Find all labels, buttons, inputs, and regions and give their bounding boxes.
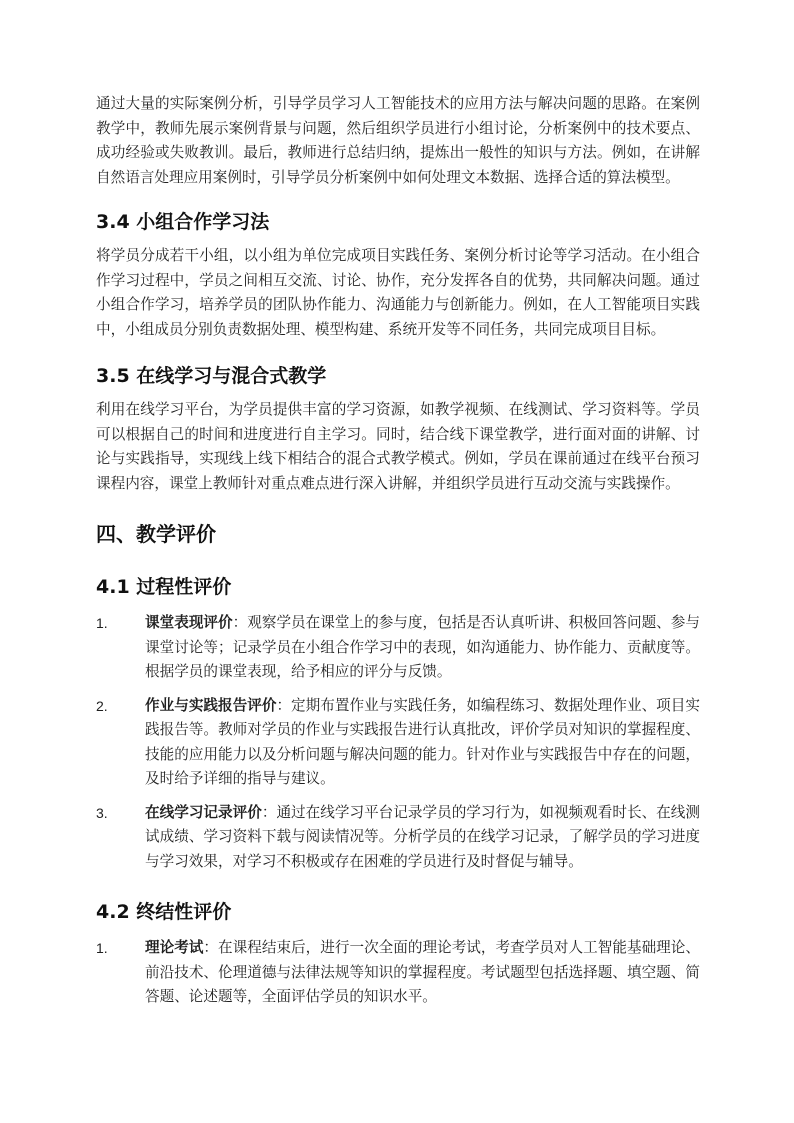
list-item-label: 理论考试 <box>145 939 204 956</box>
heading-3-5: 3.5 在线学习与混合式教学 <box>96 365 327 387</box>
heading-chapter-4: 四、教学评价 <box>96 522 216 546</box>
paragraph-3-4: 将学员分成若干小组，以小组为单位完成项目实践任务、案例分析讨论等学习活动。在小组合作学习过程中，学员之间相互交流、讨论、协作，充分发挥各自的优势，共同解决问题。通过小组合作学习，培养学员的团队协作能力、沟通能力与创新能力。例如，在人工智能项目实践中，小组成员分别负责数据处理、模型构建、系统开发等不同任务，共同完成项目目标。 <box>96 247 700 338</box>
list-item-text: ：在课程结束后，进行一次全面的理论考试，考查学员对人工智能基础理论、前沿技术、伦理道德与法律法规等知识的掌握程度。考试题型包括选择题、填空题、简答题、论述题等，全面评估学员的知识水平。 <box>145 939 700 1005</box>
list-item-text: ：观察学员在课堂上的参与度，包括是否认真听讲、积极回答问题、参与课堂讨论等；记录学员在小组合作学习中的表现，如沟通能力、协作能力、贡献度等。根据学员的课堂表现，给予相应的评分与反馈。 <box>145 614 700 680</box>
list-item-text: ：通过在线学习平台记录学员的学习行为，如视频观看时长、在线测试成绩、学习资料下载与阅读情况等。分析学员的在线学习记录，了解学员的学习进度与学习效果，对学习不积极或存在困难的学员进行及时督促与辅导。 <box>145 803 700 870</box>
heading-3-4: 3.4 小组合作学习法 <box>96 211 270 233</box>
heading-4-2: 4.2 终结性评价 <box>96 901 232 923</box>
list-item <box>96 694 700 792</box>
list-item-label: 课堂表现评价 <box>145 614 233 631</box>
list-number: 2. <box>96 697 108 714</box>
list-item <box>96 611 700 685</box>
list-number: 3. <box>96 804 108 821</box>
list-item <box>96 801 700 875</box>
paragraph-3-5: 利用在线学习平台，为学员提供丰富的学习资源，如教学视频、在线测试、学习资料等。学员可以根据自己的时间和进度进行自主学习。同时，结合线下课堂教学，进行面对面的讲解、讨论与实践指导，实现线上线下相结合的混合式教学模式。例如，学员在课前通过在线平台预习课程内容，课堂上教师针对重点难点进行深入讲解，并组织学员进行互动交流与实践操作。 <box>96 401 700 492</box>
list-item <box>96 936 700 1010</box>
list-item-text: ：定期布置作业与实践任务，如编程练习、数据处理作业、项目实践报告等。教师对学员的作业与实践报告进行认真批改，评价学员对知识的掌握程度、技能的应用能力以及分析问题与解决问题的能力。针对作业与实践报告中存在的问题，及时给予详细的指导与建议。 <box>145 696 700 787</box>
list-item-label: 作业与实践报告评价 <box>145 696 277 714</box>
list-item-label: 在线学习记录评价 <box>145 803 262 821</box>
heading-4-1: 4.1 过程性评价 <box>96 576 232 598</box>
process-evaluation-list <box>96 611 700 874</box>
list-number: 1. <box>96 615 108 631</box>
document-page <box>96 92 700 1010</box>
summative-evaluation-list <box>96 936 700 1010</box>
intro-paragraph: 通过大量的实际案例分析，引导学员学习人工智能技术的应用方法与解决问题的思路。在案例教学中，教师先展示案例背景与问题，然后组织学员进行小组讨论，分析案例中的技术要点、成功经验或失败教训。最后，教师进行总结归纳，提炼出一般性的知识与方法。例如，在讲解自然语言处理应用案例时，引导学员分析案例中如何处理文本数据、选择合适的算法模型。 <box>96 95 700 186</box>
list-number: 1. <box>96 940 108 956</box>
